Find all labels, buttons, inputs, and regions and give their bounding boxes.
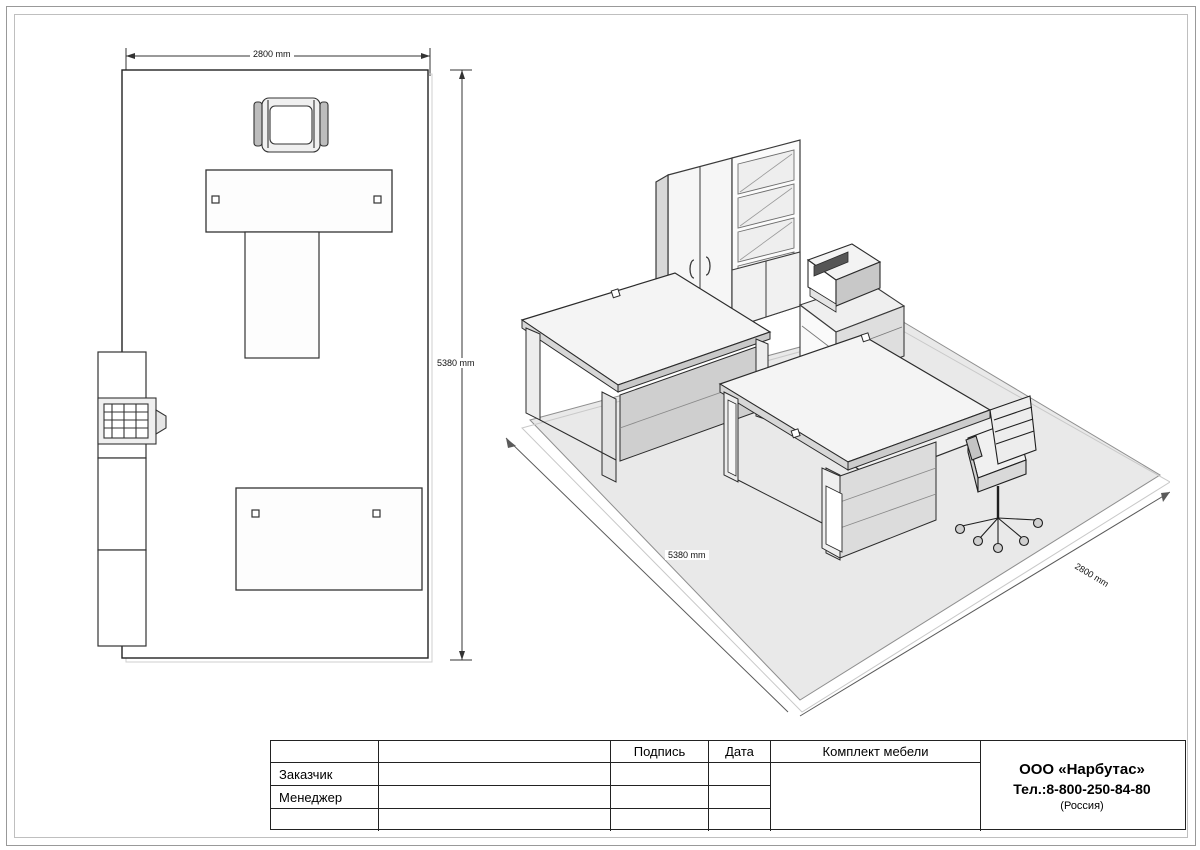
plan-drawing bbox=[90, 40, 510, 700]
tb-row-date-blank[interactable] bbox=[709, 809, 771, 831]
view3d-depth-dimension-label: 2800 mm bbox=[1071, 560, 1113, 591]
tb-set-value bbox=[771, 763, 981, 831]
tb-row-name-customer[interactable] bbox=[379, 763, 611, 786]
tb-row-label-manager: Менеджер bbox=[271, 786, 379, 809]
view3d-length-dimension-label: 5380 mm bbox=[665, 550, 709, 560]
plan-view bbox=[90, 40, 510, 680]
tb-header-empty-name bbox=[379, 741, 611, 763]
tb-row-signature-customer[interactable] bbox=[611, 763, 709, 786]
company-phone: Тел.:8-800-250-84-80 bbox=[1013, 780, 1151, 797]
tb-row-date-manager[interactable] bbox=[709, 786, 771, 809]
perspective-view bbox=[470, 120, 1170, 740]
tb-row-date-customer[interactable] bbox=[709, 763, 771, 786]
plan-height-dimension-label: 5380 mm bbox=[434, 358, 478, 368]
tb-row-label-customer: Заказчик bbox=[271, 763, 379, 786]
tb-row-label-blank bbox=[271, 809, 379, 831]
tb-company-info bbox=[979, 741, 1185, 831]
tb-row-name-manager[interactable] bbox=[379, 786, 611, 809]
plan-width-dimension-label: 2800 mm bbox=[250, 49, 294, 59]
tb-row-name-blank[interactable] bbox=[379, 809, 611, 831]
tb-header-signature: Подпись bbox=[611, 741, 709, 763]
tb-row-signature-manager[interactable] bbox=[611, 786, 709, 809]
perspective-drawing bbox=[470, 120, 1170, 740]
company-name: ООО «Нарбутас» bbox=[1019, 760, 1145, 778]
title-block bbox=[270, 740, 1186, 830]
tb-header-date: Дата bbox=[709, 741, 771, 763]
tb-row-signature-blank[interactable] bbox=[611, 809, 709, 831]
tb-header-set: Комплект мебели bbox=[771, 741, 981, 763]
tb-header-empty-label bbox=[271, 741, 379, 763]
company-country: (Россия) bbox=[1060, 799, 1104, 812]
